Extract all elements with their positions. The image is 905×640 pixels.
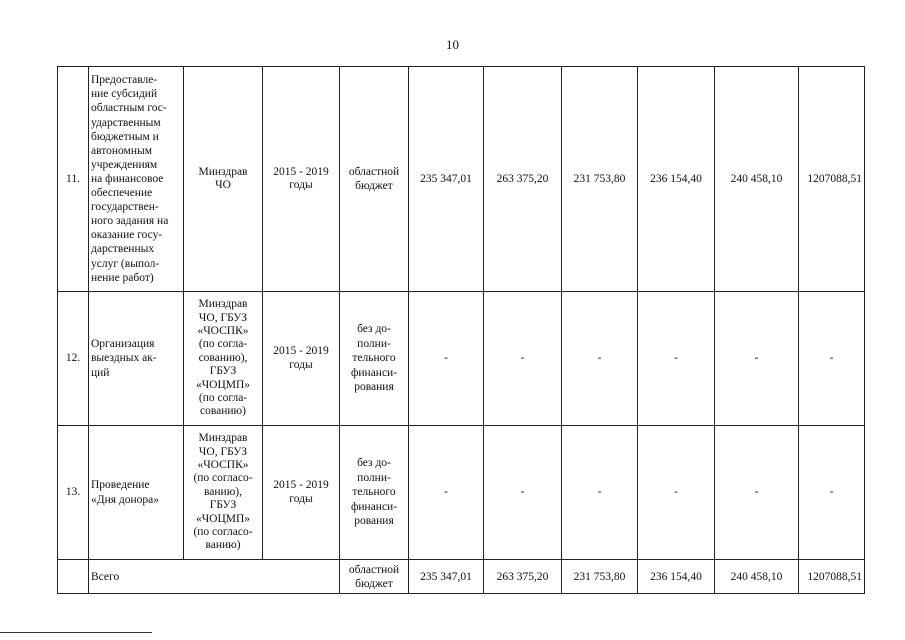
text-line: выездных ак- bbox=[91, 352, 157, 365]
text-line: (по согласо- bbox=[193, 472, 253, 485]
text-line: ванию) bbox=[205, 539, 241, 552]
value-total: 1207088,51 bbox=[799, 560, 865, 594]
value-2015: 235 347,01 bbox=[409, 560, 484, 594]
period bbox=[263, 67, 340, 292]
total-row bbox=[58, 560, 865, 594]
value-2015: - bbox=[409, 292, 484, 426]
table-row bbox=[58, 292, 865, 426]
row-number: 12. bbox=[58, 292, 89, 426]
value-2018: 236 154,40 bbox=[638, 67, 715, 292]
event-name bbox=[89, 292, 184, 426]
text-line: тельного bbox=[352, 486, 396, 499]
funding-source bbox=[340, 426, 409, 560]
text-line: обеспечение bbox=[91, 187, 153, 200]
value-2019: 240 458,10 bbox=[715, 67, 799, 292]
value-2018: - bbox=[638, 292, 715, 426]
text-line: ЧО bbox=[215, 179, 231, 191]
value-2015: 235 347,01 bbox=[409, 67, 484, 292]
value-2017: - bbox=[562, 426, 638, 560]
text-line: «ЧОСПК» bbox=[197, 324, 249, 337]
budget-table bbox=[57, 66, 865, 594]
value-total: - bbox=[799, 426, 865, 560]
text-line: автономным bbox=[91, 144, 152, 157]
value-2016: 263 375,20 bbox=[484, 67, 562, 292]
text-line: (по согласо- bbox=[193, 526, 253, 539]
value-2016: - bbox=[484, 292, 562, 426]
text-line: учреждениям bbox=[91, 158, 158, 171]
text-line: «ЧОЦМП» bbox=[195, 378, 251, 391]
text-line: Проведение bbox=[91, 479, 150, 492]
text-line: 2015 - 2019 bbox=[273, 345, 329, 357]
text-line: тельного bbox=[352, 352, 396, 365]
total-row-number bbox=[58, 560, 89, 594]
value-2015: - bbox=[409, 426, 484, 560]
executor bbox=[184, 426, 263, 560]
text-line: полни- bbox=[357, 337, 391, 350]
text-line: нение работ) bbox=[91, 271, 154, 284]
text-line: (по согла- bbox=[198, 338, 248, 351]
text-line: государствен- bbox=[91, 201, 159, 214]
value-2018: 236 154,40 bbox=[638, 560, 715, 594]
text-line: дарственных bbox=[91, 243, 155, 256]
value-2016: 263 375,20 bbox=[484, 560, 562, 594]
row-number: 13. bbox=[58, 426, 89, 560]
text-line: 2015 - 2019 bbox=[273, 479, 329, 491]
text-line: оказание госу- bbox=[91, 229, 163, 242]
text-line: бюджет bbox=[355, 577, 393, 590]
text-line: 2015 - 2019 bbox=[273, 165, 329, 178]
text-line: (по согла- bbox=[198, 392, 248, 405]
period bbox=[263, 426, 340, 560]
text-line: ного задания на bbox=[91, 215, 169, 228]
value-total: 1207088,51 bbox=[799, 67, 865, 292]
text-line: Организация bbox=[91, 338, 155, 351]
value-2017: - bbox=[562, 292, 638, 426]
text-line: сованию) bbox=[200, 405, 246, 418]
value-2018: - bbox=[638, 426, 715, 560]
table-row bbox=[58, 67, 865, 292]
text-line: Предоставле- bbox=[91, 74, 158, 87]
text-line: ние субсидий bbox=[91, 88, 158, 101]
text-line: Минздрав bbox=[198, 432, 248, 445]
text-line: финанси- bbox=[350, 366, 398, 379]
text-line: областной bbox=[348, 165, 400, 178]
text-line: ЧО, ГБУЗ bbox=[198, 311, 248, 324]
text-line: рования bbox=[354, 515, 394, 528]
text-line: «ЧОЦМП» bbox=[195, 512, 251, 525]
event-name bbox=[89, 67, 184, 292]
text-line: годы bbox=[289, 358, 313, 371]
value-2019: - bbox=[715, 292, 799, 426]
text-line: годы bbox=[289, 492, 313, 505]
text-line: услуг (выпол- bbox=[91, 257, 160, 270]
text-line: ГБУЗ bbox=[209, 499, 237, 512]
text-line: бюджетным и bbox=[91, 130, 159, 143]
text-line: ГБУЗ bbox=[209, 365, 237, 378]
funding-source bbox=[340, 560, 409, 594]
table-row bbox=[58, 426, 865, 560]
event-name bbox=[89, 426, 184, 560]
text-line: бюджет bbox=[355, 180, 393, 192]
funding-source bbox=[340, 292, 409, 426]
row-number: 11. bbox=[58, 67, 89, 292]
executor bbox=[184, 67, 263, 292]
value-2019: 240 458,10 bbox=[715, 560, 799, 594]
executor bbox=[184, 292, 263, 426]
period bbox=[263, 292, 340, 426]
value-2016: - bbox=[484, 426, 562, 560]
text-line: без до- bbox=[357, 323, 391, 336]
text-line: областной bbox=[348, 563, 400, 576]
text-line: ций bbox=[91, 366, 110, 379]
text-line: Минздрав bbox=[198, 165, 248, 178]
value-2019: - bbox=[715, 426, 799, 560]
text-line: «Дня донора» bbox=[91, 493, 160, 506]
text-line: финанси- bbox=[350, 500, 398, 513]
text-line: ванию), bbox=[204, 485, 242, 498]
text-line: полни- bbox=[357, 471, 391, 484]
value-2017: 231 753,80 bbox=[562, 67, 638, 292]
page-number: 10 bbox=[446, 37, 459, 52]
text-line: Минздрав bbox=[198, 298, 248, 311]
text-line: «ЧОСПК» bbox=[197, 458, 249, 471]
text-line: без до- bbox=[357, 457, 391, 470]
funding-source bbox=[340, 67, 409, 292]
text-line: областным гос- bbox=[91, 102, 167, 115]
total-label: Всего bbox=[89, 560, 340, 594]
text-line: ЧО, ГБУЗ bbox=[198, 445, 248, 458]
text-line: годы bbox=[289, 179, 313, 191]
value-total: - bbox=[799, 292, 865, 426]
text-line: рования bbox=[354, 381, 394, 394]
value-2017: 231 753,80 bbox=[562, 560, 638, 594]
text-line: ударственным bbox=[91, 116, 161, 129]
text-line: на финансовое bbox=[91, 172, 164, 185]
footnote-rule bbox=[0, 632, 152, 633]
text-line: сованию), bbox=[198, 351, 248, 364]
